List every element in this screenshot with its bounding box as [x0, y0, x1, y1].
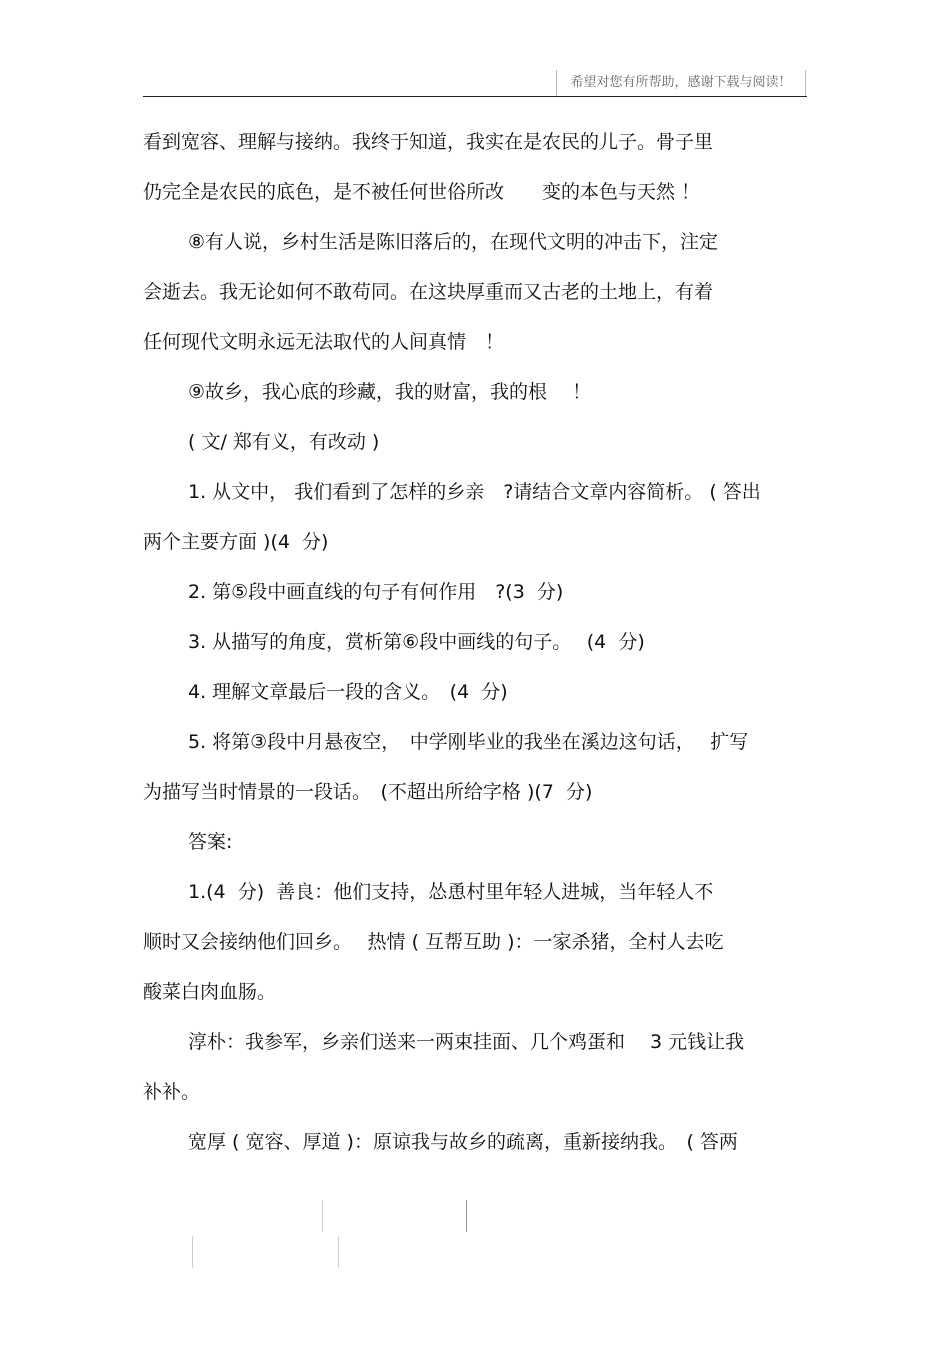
faint-vertical-mark [338, 1236, 339, 1268]
faint-vertical-mark [322, 1200, 323, 1232]
paragraph-8-line: ⑧有人说，乡村生活是陈旧落后的，在现代文明的冲击下，注定 [188, 231, 719, 253]
answer-line: 1.(4 分) 善良：他们支持，怂恿村里年轻人进城，当年轻人不 [188, 881, 714, 903]
question-5-line: 为描写当时情景的一段话。 (不超出所给字格 )(7 分) [143, 781, 593, 803]
answer-heading: 答案: [188, 831, 233, 853]
question-2-line: 2. 第⑤段中画直线的句子有何作用 ?(3 分) [188, 581, 564, 603]
question-1-line: 1. 从文中， 我们看到了怎样的乡亲 ?请结合文章内容简析。 ( 答出 [188, 481, 761, 503]
question-3-line: 3. 从描写的角度，赏析第⑥段中画线的句子。 (4 分) [188, 631, 645, 653]
body-line: 看到宽容、理解与接纳。我终于知道，我实在是农民的儿子。骨子里 [143, 131, 714, 153]
question-5-line: 5. 将第③段中月悬夜空， 中学刚毕业的我坐在溪边这句话， 扩写 [188, 731, 749, 753]
question-1-line: 两个主要方面 )(4 分) [143, 531, 329, 553]
faint-vertical-mark [192, 1236, 193, 1268]
faint-vertical-mark [466, 1200, 467, 1232]
answer-line: 补补。 [143, 1081, 201, 1103]
body-line: 任何现代文明永远无法取代的人间真情 ！ [143, 331, 505, 353]
header-rule [143, 96, 807, 97]
header-label: 希望对您有所帮助，感谢下载与阅读！ [556, 70, 806, 96]
body-line: 会逝去。我无论如何不敢苟同。在这块厚重而又古老的土地上，有着 [143, 281, 714, 303]
answer-line: 顺时又会接纳他们回乡。 热情 ( 互帮互助 )：一家杀猪，全村人去吃 [143, 931, 724, 953]
answer-line: 淳朴：我参军，乡亲们送来一两束挂面、几个鸡蛋和 3 元钱让我 [188, 1031, 745, 1053]
answer-line: 酸菜白肉血肠。 [143, 981, 277, 1003]
source-credit: ( 文/ 郑有义，有改动 ) [188, 431, 380, 453]
answer-line: 宽厚 ( 宽容、厚道 )：原谅我与故乡的疏离，重新接纳我。 ( 答两 [188, 1131, 738, 1153]
body-line: 仍完全是农民的底色，是不被任何世俗所改 变的本色与天然 ！ [143, 181, 701, 203]
paragraph-9-line: ⑨故乡，我心底的珍藏，我的财富，我的根 ！ [188, 381, 592, 403]
question-4-line: 4. 理解文章最后一段的含义。 (4 分) [188, 681, 508, 703]
